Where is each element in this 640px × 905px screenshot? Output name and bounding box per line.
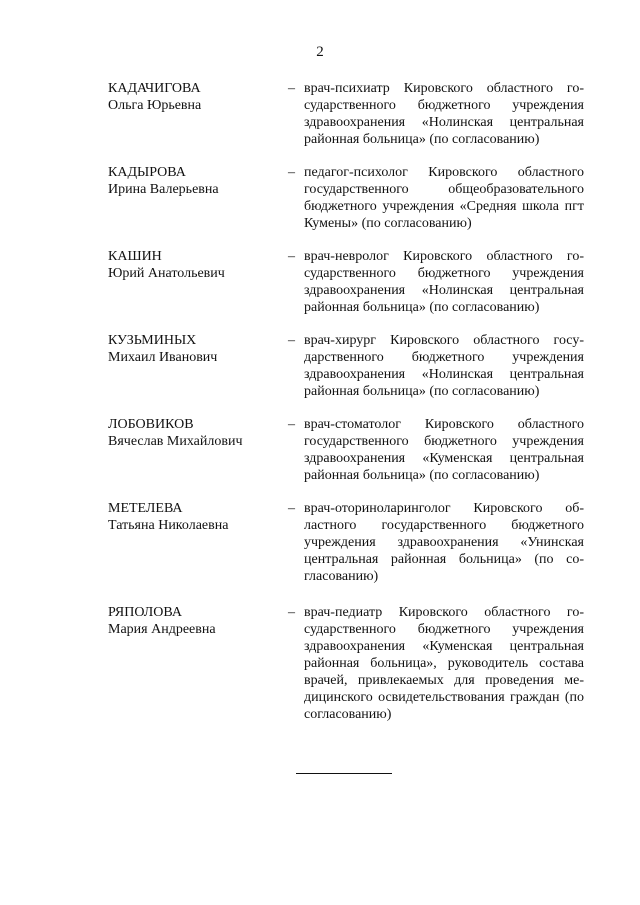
member-person	[108, 416, 283, 450]
member-given-names: Мария Андреевна	[108, 622, 216, 637]
member-role: педагог-психолог Кировского областного государственного общеобразовательного бюджетного учреждения «Средняя школа пгт Кумены» (по согласованию)	[304, 165, 584, 231]
member-person	[108, 604, 283, 638]
member-person	[108, 500, 283, 534]
member-given-names: Татьяна Николаевна	[108, 518, 229, 533]
member-surname: КУЗЬМИНЫХ	[108, 333, 197, 348]
member-given-names: Михаил Иванович	[108, 350, 218, 365]
member-role: врач-оториноларинголог Кировского областного государственного бюджетного учреждения здравоохранения «Унинская центральная районная больница» (по согласованию)	[304, 501, 584, 584]
member-person	[108, 248, 283, 282]
member-surname: КАШИН	[108, 249, 162, 264]
member-role: врач-стоматолог Кировского областного государственного бюджетного учреждения здравоохранения «Куменская центральная районная больница» (по согласованию)	[304, 417, 584, 483]
closing-rule	[296, 773, 392, 774]
member-role: врач-педиатр Кировского областного государственного бюджетного учреждения здравоохранения «Куменская центральная районная больница», руководитель состава врачей, привлекаемых для проведения медицинского освидетельствования граждан (по согласованию)	[304, 605, 584, 722]
page-number: 2	[316, 44, 324, 60]
member-dash: –	[288, 165, 295, 180]
member-role: врач-хирург Кировского областного государственного бюджетного учреждения здравоохранения «Нолинская центральная районная больница» (по согласованию)	[304, 333, 584, 399]
member-dash: –	[288, 417, 295, 432]
member-person	[108, 164, 283, 198]
member-surname: РЯПОЛОВА	[108, 605, 182, 620]
member-dash: –	[288, 81, 295, 96]
member-surname: МЕТЕЛЕВА	[108, 501, 183, 516]
member-surname: КАДАЧИГОВА	[108, 81, 201, 96]
member-given-names: Ирина Валерьевна	[108, 182, 219, 197]
member-surname: КАДЫРОВА	[108, 165, 186, 180]
member-person	[108, 332, 283, 366]
member-dash: –	[288, 249, 295, 264]
member-surname: ЛОБОВИКОВ	[108, 417, 194, 432]
member-given-names: Юрий Анатольевич	[108, 266, 225, 281]
member-role: врач-психиатр Кировского областного государственного бюджетного учреждения здравоохранения «Нолинская центральная районная больница» (по согласованию)	[304, 81, 584, 147]
member-dash: –	[288, 333, 295, 348]
member-dash: –	[288, 501, 295, 516]
member-dash: –	[288, 605, 295, 620]
member-given-names: Ольга Юрьевна	[108, 98, 202, 113]
member-role: врач-невролог Кировского областного государственного бюджетного учреждения здравоохранения «Нолинская центральная районная больница» (по согласованию)	[304, 249, 584, 315]
member-given-names: Вячеслав Михайлович	[108, 434, 243, 449]
member-person	[108, 80, 283, 114]
